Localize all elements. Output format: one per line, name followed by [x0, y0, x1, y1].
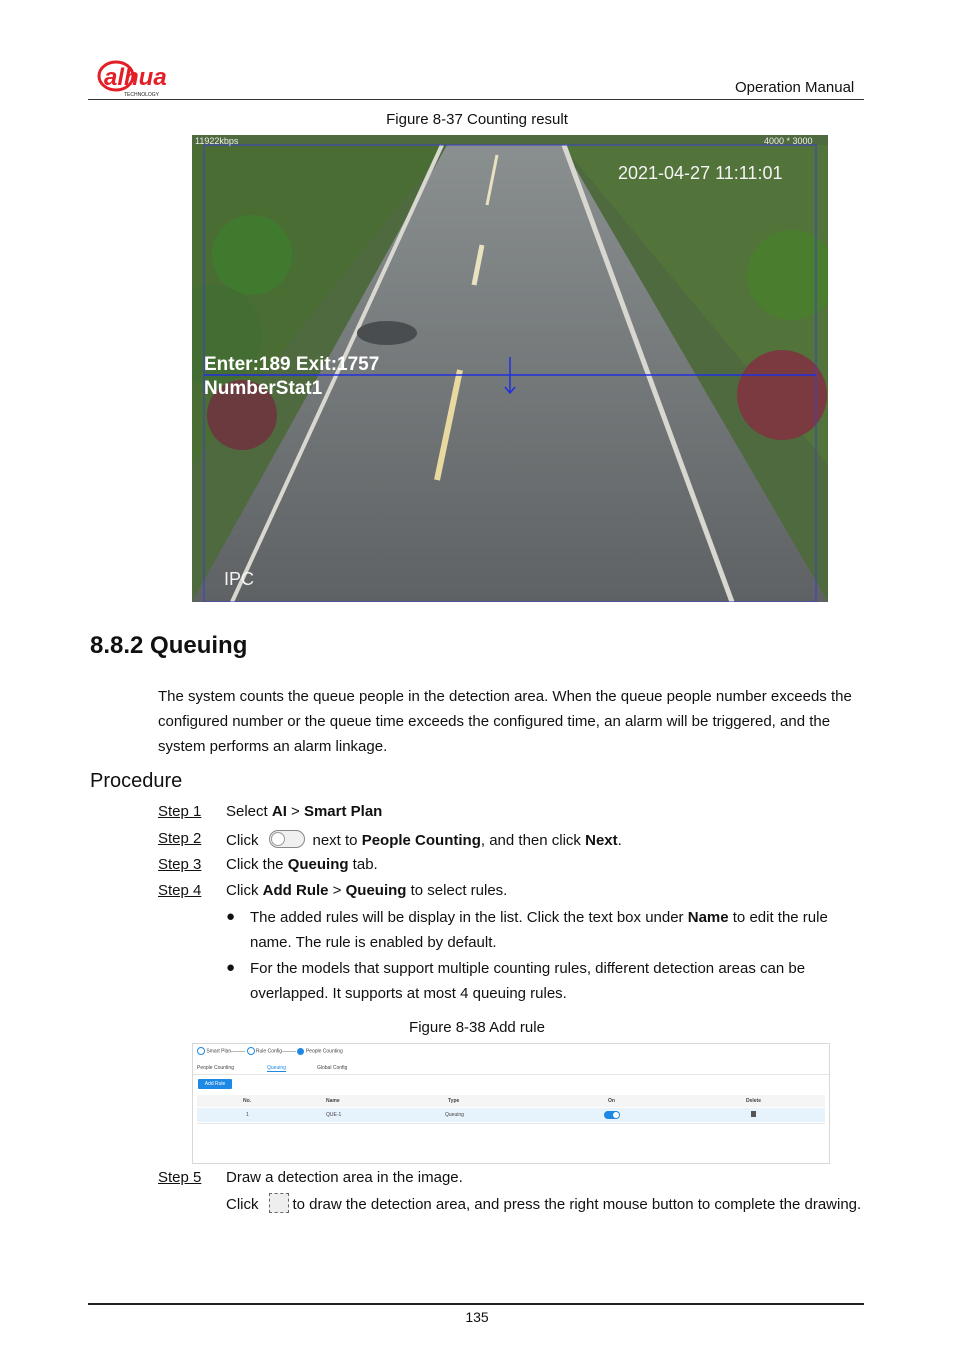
figure-caption-1: Figure 8-37 Counting result [386, 111, 568, 128]
figure-caption-2: Figure 8-38 Add rule [409, 1019, 545, 1036]
rule-enable-toggle[interactable] [604, 1111, 620, 1119]
col-on: On [608, 1098, 615, 1104]
bullet-1-text: The added rules will be display in the list. Click the text box under Name to edit the rule name. The rule is enabled by default. [250, 909, 828, 951]
step-4-text: Click Add Rule > Queuing to select rules. [226, 882, 508, 899]
step-5-label: Step 5 [158, 1169, 202, 1186]
brand-sub-text: TECHNOLOGY [124, 92, 160, 98]
step-3-text: Click the Queuing tab. [226, 856, 378, 873]
col-no: No. [243, 1098, 252, 1104]
header-divider [88, 99, 864, 100]
procedure-heading: Procedure [90, 770, 183, 792]
row-name-input[interactable]: QUE-1 [326, 1112, 342, 1118]
step-5-text: Draw a detection area in the image. [226, 1169, 463, 1186]
brand-text: alhua [104, 64, 167, 91]
bitrate-label: 11922kbps [195, 136, 239, 146]
step-2-label: Step 2 [158, 830, 202, 847]
tab-queuing[interactable]: Queuing [267, 1065, 286, 1071]
channel-overlay: IPC [224, 569, 255, 589]
col-type: Type [448, 1098, 460, 1104]
tab-divider [193, 1074, 829, 1075]
page-number: 135 [465, 1309, 489, 1325]
row-no: 1 [246, 1112, 249, 1118]
bullet-2-text: For the models that support multiple counting rules, different detection areas can be overlapped. It supports at most 4 queuing rules. [250, 960, 806, 1002]
tab-people-counting[interactable]: People Counting [197, 1065, 234, 1071]
bullet-dot: ● [226, 908, 236, 925]
toggle-icon [269, 830, 305, 848]
add-rule-button[interactable]: Add Rule [198, 1079, 232, 1089]
wizard-breadcrumb: Smart Plan Rule Config People Counting [197, 1047, 343, 1055]
delete-icon[interactable] [751, 1111, 756, 1117]
col-name: Name [326, 1098, 340, 1104]
timestamp-overlay: 2021-04-27 11:11:01 [618, 163, 783, 183]
enter-exit-overlay: Enter:189 Exit:1757 [204, 354, 380, 375]
step-3-label: Step 3 [158, 856, 202, 873]
counting-result-image [192, 135, 828, 602]
bullet-dot: ● [226, 959, 236, 976]
section-heading: 8.8.2 Queuing [90, 632, 248, 659]
tab-global-config[interactable]: Global Config [317, 1065, 348, 1071]
row-type: Queuing [445, 1112, 464, 1118]
step-2-text: Click next to People Counting, and then click Next. [226, 832, 622, 849]
rule-name-overlay: NumberStat1 [204, 378, 323, 399]
intro-paragraph: The system counts the queue people in the detection area. When the queue people number exceeds the configured number or the queue time exceeds the configured time, an alarm will be triggered, and the system performs an alarm linkage. [158, 688, 852, 755]
check-icon [247, 1047, 255, 1055]
add-rule-screenshot [192, 1043, 830, 1164]
table-divider [197, 1123, 825, 1124]
step-4-label: Step 4 [158, 882, 202, 899]
col-delete: Delete [746, 1098, 762, 1104]
table-row[interactable] [197, 1108, 825, 1122]
draw-area-icon [269, 1193, 289, 1213]
resolution-label: 4000 * 3000 [764, 136, 813, 146]
dahua-logo [96, 58, 206, 98]
step-5-detail: Click to draw the detection area, and press the right mouse button to complete the drawing. [226, 1192, 866, 1218]
step-1-text: Select AI > Smart Plan [226, 803, 383, 820]
step-1-label: Step 1 [158, 803, 202, 820]
footer-divider [88, 1303, 864, 1305]
manual-title: Operation Manual [735, 79, 855, 96]
table-header [197, 1095, 825, 1107]
check-icon [197, 1047, 205, 1055]
step-3-dot-icon [297, 1048, 304, 1055]
